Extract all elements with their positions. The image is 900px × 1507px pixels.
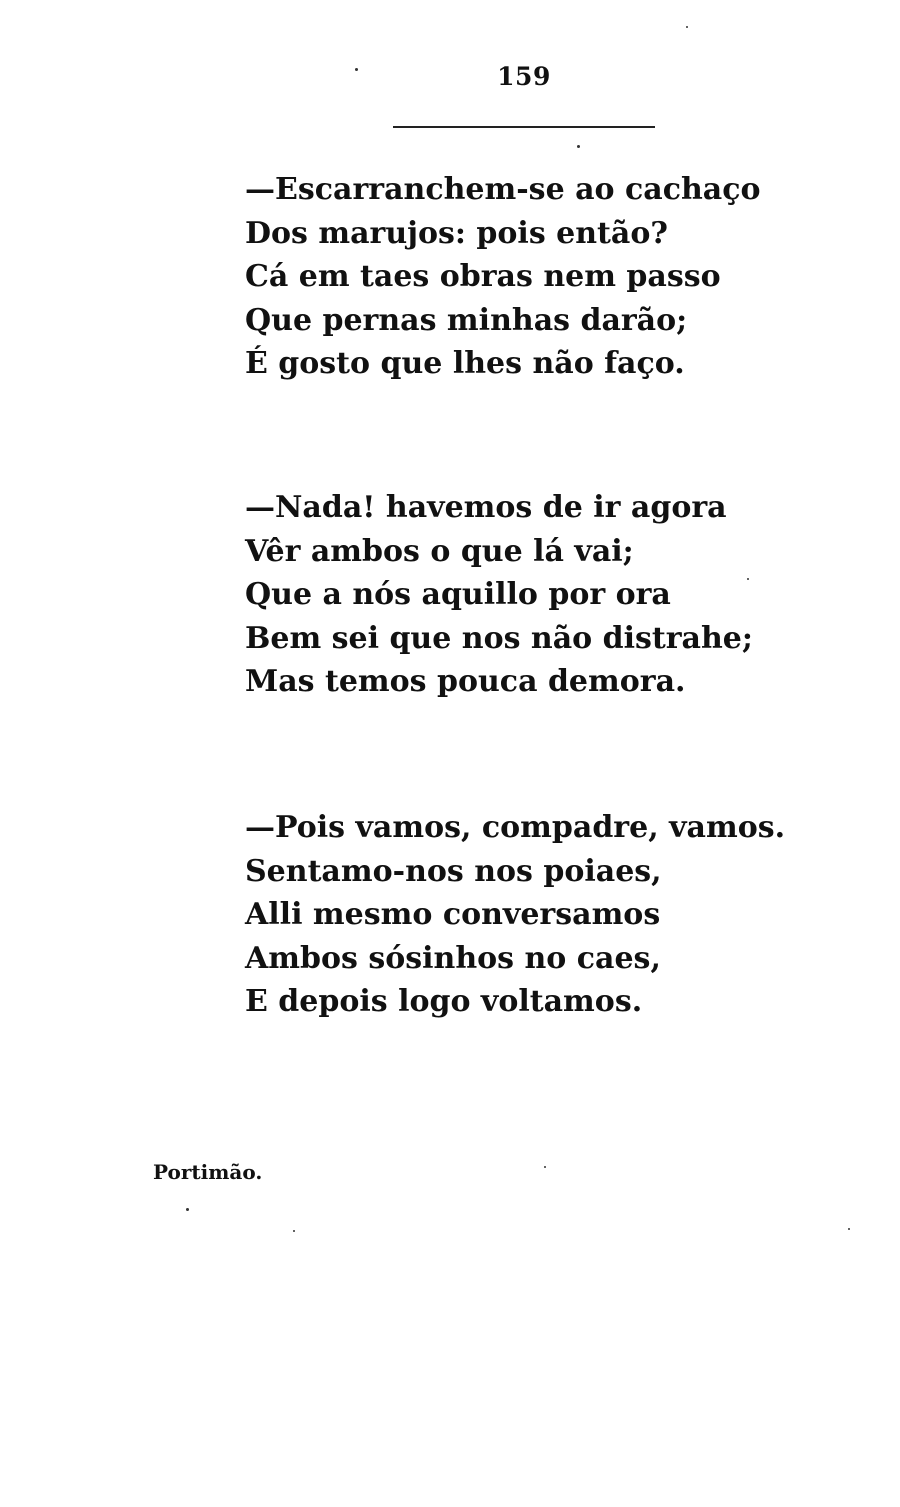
place-signature: Portimão. (153, 1160, 263, 1184)
verse-line: É gosto que lhes não faço. (245, 346, 685, 381)
verse-line: Cá em taes obras nem passo (245, 259, 721, 294)
verse-line: Alli mesmo conversamos (245, 897, 661, 932)
verse-line: —Escarranchem-se ao cachaço (245, 172, 761, 207)
stanza-3 (245, 806, 805, 1024)
verse-line: Bem sei que nos não distrahe; (245, 620, 753, 656)
print-speck (686, 26, 688, 28)
print-speck (293, 1230, 295, 1232)
verse-line: —Pois vamos, compadre, vamos. (245, 810, 786, 845)
print-speck (577, 145, 580, 148)
verse-line: Mas temos pouca demora. (245, 664, 686, 699)
print-speck (186, 1208, 189, 1211)
print-speck (544, 1166, 546, 1168)
print-speck (747, 578, 749, 580)
verse-line: Vêr ambos o que lá vai; (245, 533, 634, 569)
stanza-2 (245, 486, 805, 704)
verse-line: E depois logo voltamos. (245, 984, 643, 1019)
verse-line: Sentamo-nos nos poiaes, (245, 853, 662, 889)
stanza-1 (245, 168, 805, 386)
print-speck (355, 68, 358, 71)
header-rule (393, 126, 655, 128)
verse-line: Que a nós aquillo por ora (245, 577, 671, 612)
verse-line: Dos marujos: pois então? (245, 215, 668, 251)
verse-line: Ambos sósinhos no caes, (245, 940, 661, 976)
print-speck (848, 1228, 850, 1230)
page-number: 159 (497, 62, 551, 91)
verse-line: Que pernas minhas darão; (245, 302, 688, 338)
verse-line: —Nada! havemos de ir agora (245, 490, 727, 525)
